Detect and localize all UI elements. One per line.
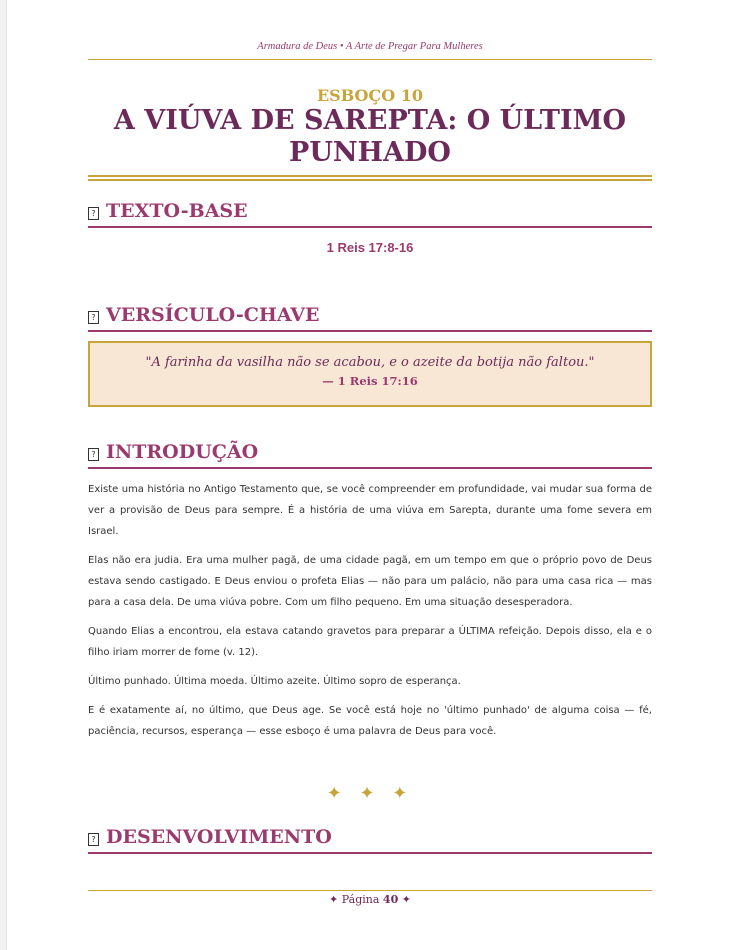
footer-suffix: ✦ [398,893,411,906]
title-double-rule [88,175,652,177]
missing-glyph-icon: ? [88,833,99,846]
paragraph: Quando Elias a encontrou, ela estava catando gravetos para preparar a ÚLTIMA refeição. Depois disso, ela e o filho iriam morrer de fome (v. 12). [88,626,652,658]
title-line-1: A VIÚVA DE SAREPTA: O ÚLTIMO [113,105,627,136]
paragraph: Último punhado. Última moeda. Último azeite. Último sopro de esperança. [88,676,461,687]
key-verse-box [88,341,652,407]
missing-glyph-icon: ? [88,207,99,220]
page-footer [88,893,652,906]
section-divider-stars: ✦ ✦ ✦ [326,783,414,804]
key-verse-citation: — 1 Reis 17:16 [322,374,418,388]
section-heading-introducao [88,441,652,469]
section-heading-desenvolvimento [88,826,652,854]
footer-prefix: ✦ Página [329,893,383,906]
section-label: INTRODUÇÃO [106,441,259,463]
page-edge [0,0,7,950]
introduction-body [88,479,652,750]
section-label: TEXTO-BASE [106,200,248,222]
paragraph: Existe uma história no Antigo Testamento que, se você compreender em profundidade, vai mudar sua forma de ver a provisão de Deus para sempre. É a história de uma viúva em Sarepta, durante uma fome severa em Israel. [88,484,652,537]
missing-glyph-icon: ? [88,448,99,461]
page-number: 40 [382,893,399,906]
page-title [88,105,652,169]
footer-rule [88,890,652,891]
paragraph: Elas não era judia. Era uma mulher pagã, de uma cidade pagã, em um tempo em que o próprio povo de Deus estava sendo castigado. E Deus enviou o profeta Elias — não para um palácio, não para uma casa rica — mas para a casa dela. De uma viúva pobre. Com um filho pequeno. Em uma situação desesperadora. [88,555,652,608]
section-label: DESENVOLVIMENTO [106,826,332,848]
paragraph: E é exatamente aí, no último, que Deus age. Se você está hoje no 'último punhado' de alguma coisa — fé, paciência, recursos, esperança — esse esboço é uma palavra de Deus para você. [88,705,652,737]
key-verse-quote: "A farinha da vasilha não se acabou, e o azeite da botija não faltou." [145,355,595,370]
missing-glyph-icon: ? [88,311,99,324]
base-text-reference: 1 Reis 17:8-16 [326,240,414,255]
title-line-2: PUNHADO [289,137,451,168]
section-heading-versiculo-chave [88,304,652,332]
outline-number: ESBOÇO 10 [316,86,423,105]
header-rule [88,59,652,60]
section-heading-texto-base [88,200,652,228]
running-header: Armadura de Deus • A Arte de Pregar Para Mulheres [257,41,483,52]
section-label: VERSÍCULO-CHAVE [106,304,320,326]
